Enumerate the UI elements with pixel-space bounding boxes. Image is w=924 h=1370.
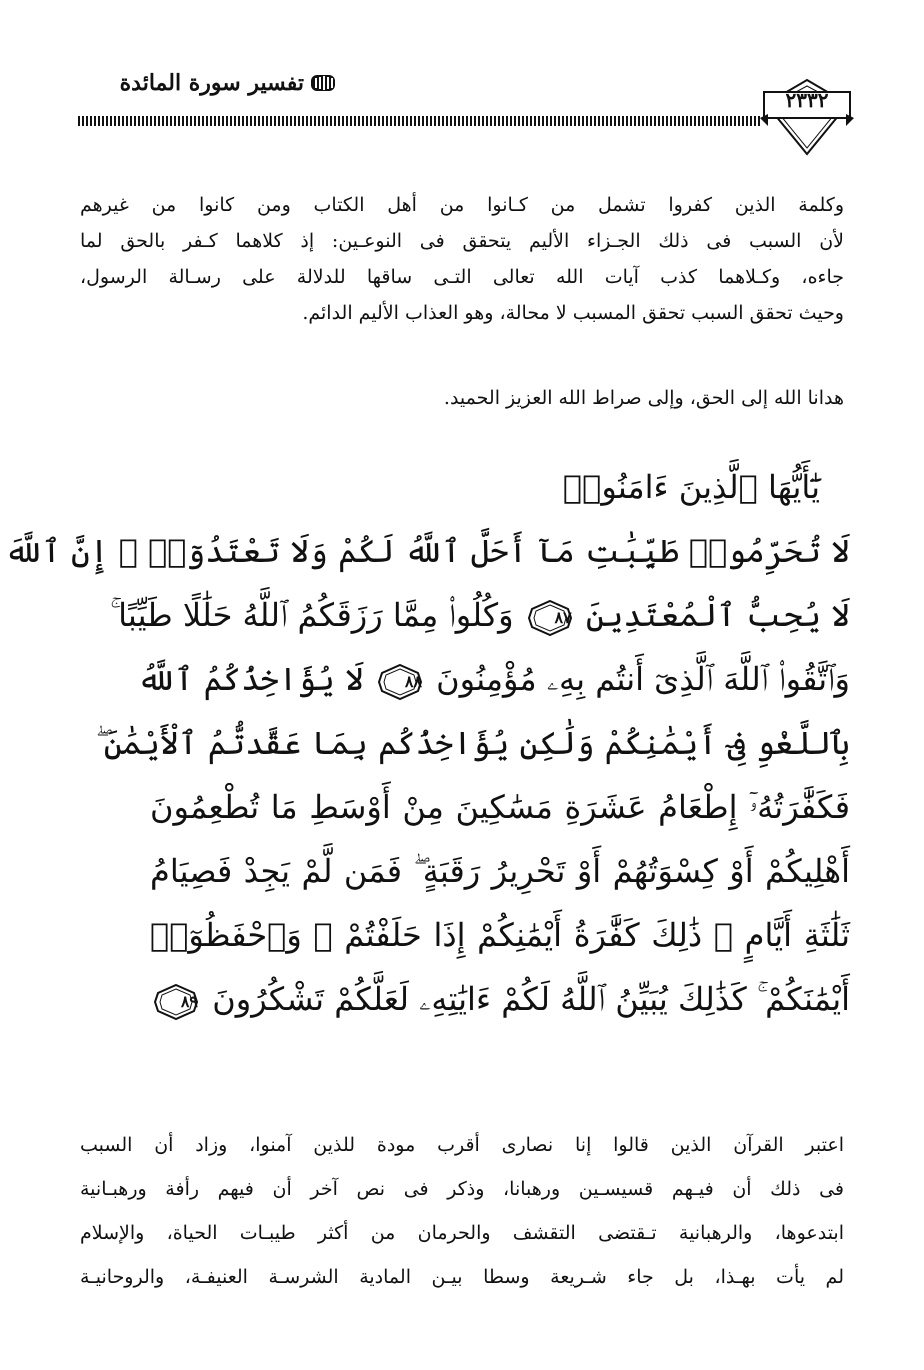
running-header-title: تفسير سورة المائدة [119, 70, 304, 96]
text-line: ابتدعوها، والرهبانية تـقتضى التقشف والحرمان من أكثر طيبـات الحياة، والإسلام [80, 1222, 844, 1244]
verse-line [150, 967, 850, 1031]
text-line: وكلمة الذين كفروا تشمل من كـانوا من أهل الكتاب ومن كانوا من غيرهم [80, 194, 844, 216]
verse-segment: لَا يُحِبُّ ٱلْمُعْتَدِينَ [585, 596, 850, 634]
text-line: لأن السبب فى ذلك الجـزاء الأليم يتحقق فى النوعـين: إذ كلاهما كـفر بالحق لما [80, 230, 844, 252]
commentary-paragraph-3 [80, 1123, 844, 1299]
verse-line: أَهْلِيكُمْ أَوْ كِسْوَتُهُمْ أَوْ تَحْرِيرُ رَقَبَةٍ ۖ فَمَن لَّمْ يَجِدْ فَصِيَامُ [150, 852, 850, 890]
text-line: جاءه، وكـلاهما كذب آيات الله تعالى التـى ساقها للدلالة على رسـالة الرسول، [80, 266, 844, 288]
verse-line [137, 647, 850, 711]
quran-verse-block [4, 455, 851, 1031]
header-ornament-icon [310, 72, 336, 94]
verse-line: لَا تُحَرِّمُوا۟ طَيِّبَٰتِ مَآ أَحَلَّ ٱللَّهُ لَكُمْ وَلَا تَعْتَدُوٓا۟ ۚ إِنَّ ٱللَّهَ [4, 532, 850, 570]
ayah-number: ٨٩ [180, 991, 198, 1011]
verse-segment: لَا يُؤَاخِذُكُمُ ٱللَّهُ [137, 660, 364, 698]
verse-segment: وَكُلُوا۟ مِمَّا رَزَقَكُمُ ٱللَّهُ حَلَٰلًا طَيِّبًا ۚ [110, 596, 514, 634]
ayah-number-marker [528, 600, 572, 636]
ayah-number-marker [378, 664, 422, 700]
ayah-number: ٨٨ [404, 671, 422, 691]
text-line: اعتبر القرآن الذين قالوا إنا نصارى أقرب مودة للذين آمنوا، وزاد أن السبب [80, 1134, 844, 1156]
ayah-number: ٨٧ [554, 607, 572, 627]
verse-line: بِٱللَّغْوِ فِىٓ أَيْمَٰنِكُمْ وَلَٰكِن يُؤَاخِذُكُم بِمَا عَقَّدتُّمُ ٱلْأَيْمَٰنَ ۖ [95, 724, 850, 762]
verse-line: فَكَفَّٰرَتُهُۥٓ إِطْعَامُ عَشَرَةِ مَسَٰكِينَ مِنْ أَوْسَطِ مَا تُطْعِمُونَ [150, 788, 850, 826]
text-line: فى ذلك أن فيـهم قسيسـين ورهبانا، وذكر فى نص آخر أن فيهم رأفة ورهبـانية [80, 1178, 844, 1200]
verse-line [110, 583, 850, 647]
verse-line: يَٰٓأَيُّهَا ٱلَّذِينَ ءَامَنُوا۟ [562, 468, 820, 506]
header-rule [78, 116, 761, 126]
commentary-paragraph-2 [80, 380, 844, 416]
verse-segment: وَٱتَّقُوا۟ ٱللَّهَ ٱلَّذِىٓ أَنتُم بِهِۦ مُؤْمِنُونَ [436, 660, 850, 698]
commentary-paragraph-1 [80, 187, 844, 331]
verse-segment: أَيْمَٰنَكُمْ ۚ كَذَٰلِكَ يُبَيِّنُ ٱللَّهُ لَكُمْ ءَايَٰتِهِۦ لَعَلَّكُمْ تَشْكُرُونَ [212, 980, 850, 1018]
ayah-number-marker [154, 984, 198, 1020]
verse-line: ثَلَٰثَةِ أَيَّامٍ ۚ ذَٰلِكَ كَفَّٰرَةُ أَيْمَٰنِكُمْ إِذَا حَلَفْتُمْ ۚ وَٱحْفَظُوٓا۟ [150, 916, 851, 954]
text-line: لم يأت بهـذا، بل جاء شـريعة وسطا بيـن المادية الشرسـة العنيفـة، والروحانيـة [80, 1266, 844, 1288]
text-line: وحيث تحقق السبب تحقق المسبب لا محالة، وهو العذاب الأليم الدائم. [302, 302, 844, 324]
page-number: ٢٣٣٢ [785, 88, 829, 112]
text-line: هدانا الله إلى الحق، وإلى صراط الله العزيز الحميد. [443, 387, 844, 409]
